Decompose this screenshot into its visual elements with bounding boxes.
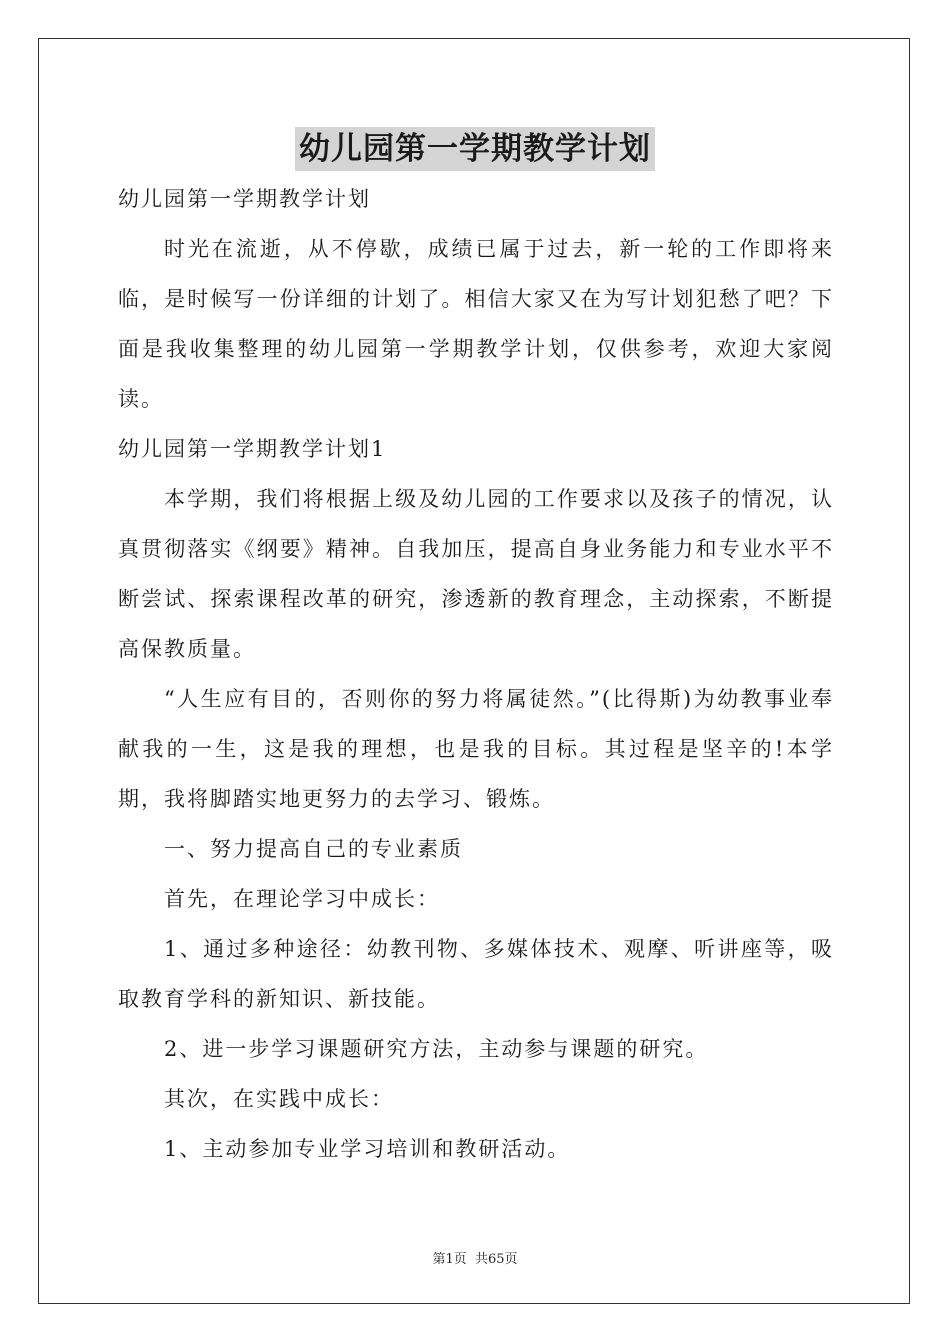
document-subtitle: 幼儿园第一学期教学计划 (118, 187, 371, 211)
section-heading: 幼儿园第一学期教学计划1 (118, 437, 387, 461)
page-total: 共65页 (474, 1252, 518, 1267)
paragraph: 首先，在理论学习中成长： (164, 887, 440, 911)
list-item: 1、主动参加专业学习培训和教研活动。 (164, 1137, 571, 1161)
page-number: 第1页 (432, 1252, 467, 1267)
paragraph: 本学期，我们将根据上级及幼儿园的工作要求以及孩子的情况，认真贯彻落实《纲要》精神。自我加压，提高自身业务能力和专业水平不断尝试、探索课程改革的研究，渗透新的教育理念，主动探索，不断提高保教质量。 (118, 487, 834, 661)
list-item: 1、通过多种途径：幼教刊物、多媒体技术、观摩、听讲座等，吸取教育学科的新知识、新技能。 (118, 937, 834, 1011)
document-title-text: 幼儿园第一学期教学计划 (295, 127, 655, 171)
paragraph: 时光在流逝，从不停歇，成绩已属于过去，新一轮的工作即将来临，是时候写一份详细的计划了。相信大家又在为写计划犯愁了吧？下面是我收集整理的幼儿园第一学期教学计划，仅供参考，欢迎大家阅读。 (118, 237, 834, 411)
page-footer (0, 1248, 950, 1267)
paragraph: 其次，在实践中成长： (164, 1087, 394, 1111)
document-title (0, 126, 950, 171)
subsection-heading: 一、努力提高自己的专业素质 (164, 837, 463, 861)
list-item: 2、进一步学习课题研究方法，主动参与课题的研究。 (164, 1037, 709, 1061)
document-body (118, 174, 834, 1174)
paragraph: “人生应有目的，否则你的努力将属徒然。”(比得斯)为幼教事业奉献我的一生，这是我的理想，也是我的目标。其过程是坚辛的!本学期，我将脚踏实地更努力的去学习、锻炼。 (118, 687, 834, 811)
